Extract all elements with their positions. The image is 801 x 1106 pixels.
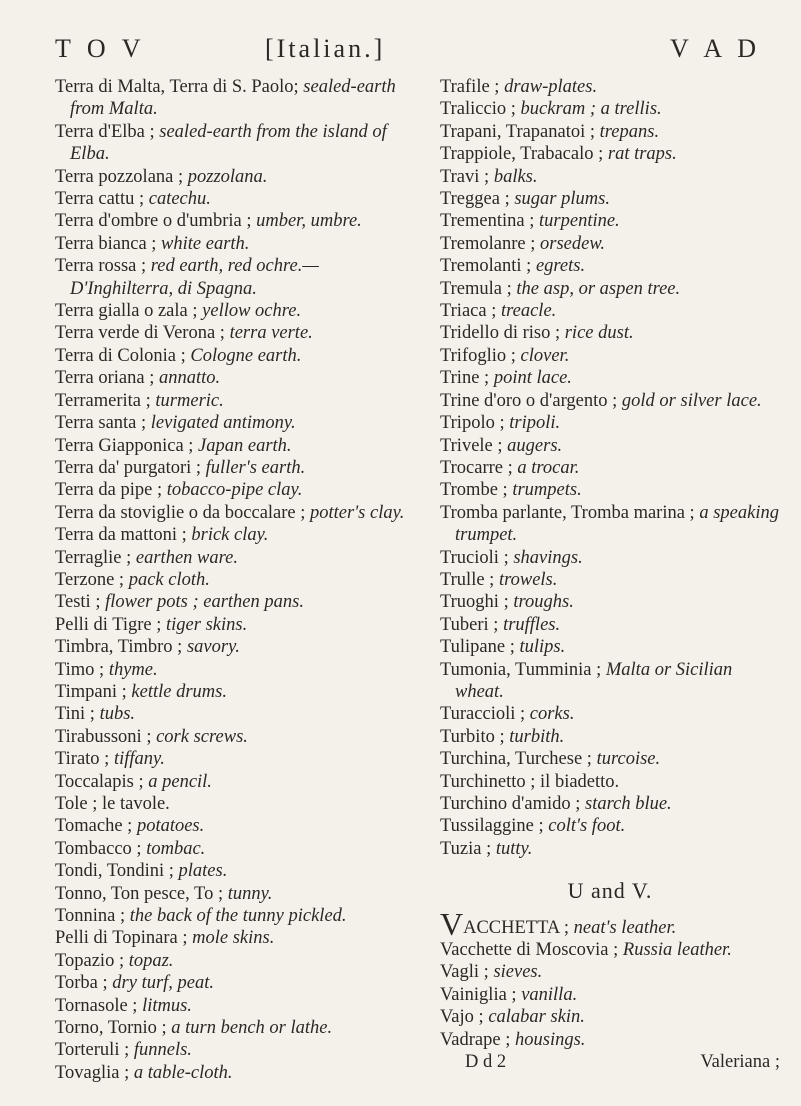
english-gloss: neat's leather. [573, 917, 677, 938]
catchword: Valeriana ; [700, 1052, 780, 1073]
english-gloss: plates. [178, 861, 228, 882]
italian-term: Torno, Tornio ; [55, 1018, 167, 1039]
italian-term: Traliccio ; [440, 99, 516, 120]
italian-term: Tomache ; [55, 816, 133, 837]
dictionary-entry [55, 166, 410, 188]
english-gloss: treacle. [500, 301, 557, 322]
italian-term: Travi ; [440, 166, 490, 187]
italian-term: Tridello di riso ; [440, 323, 561, 344]
italian-term: Turchina, Turchese ; [440, 749, 592, 770]
italian-term: Tripolo ; [440, 413, 505, 434]
drop-capital: V [440, 905, 464, 942]
italian-term: Testi ; [55, 592, 101, 613]
dictionary-entry [55, 435, 410, 457]
dictionary-entry [55, 591, 410, 613]
dictionary-entry [55, 771, 410, 793]
dictionary-entry [55, 905, 410, 927]
english-gloss: cork screws. [156, 726, 248, 747]
italian-term: Turaccioli ; [440, 704, 526, 725]
italian-term: Treggea ; [440, 189, 510, 210]
dictionary-entry [440, 815, 780, 837]
italian-term: Terra da pipe ; [55, 480, 163, 501]
dictionary-entry [440, 435, 780, 457]
signature-mark: D d 2 [465, 1052, 507, 1073]
dictionary-entry [440, 771, 780, 793]
dictionary-entry [55, 681, 410, 703]
english-gloss: gold or silver lace. [621, 390, 762, 411]
italian-term: Trocarre ; [440, 457, 513, 478]
italian-term: Trine d'oro o d'argento ; [440, 390, 618, 411]
italian-term: Terra oriana ; [55, 368, 155, 389]
dictionary-entry [55, 972, 410, 994]
english-gloss: trepans. [599, 121, 660, 142]
italian-term: Vadrape ; [440, 1029, 511, 1050]
italian-term: Terra di Malta, Terra di S. Paolo; [55, 77, 299, 97]
english-gloss: trumpets. [512, 480, 582, 501]
italian-term: Terzone ; [55, 569, 125, 590]
english-gloss: terra verte. [229, 323, 313, 344]
english-gloss: tulips. [519, 637, 566, 658]
italian-term: Terra da' purgatori ; [55, 457, 202, 478]
dictionary-entry [440, 838, 780, 860]
italian-term: Vajo ; [440, 1007, 484, 1028]
italian-term: Terraglie ; [55, 547, 132, 568]
dictionary-entry [440, 479, 780, 501]
italian-term: Trapani, Trapanatoi ; [440, 121, 596, 142]
right-entry-list [440, 76, 780, 860]
dictionary-entry [55, 927, 410, 949]
italian-term: Turbito ; [440, 726, 505, 747]
english-gloss: orsedew. [540, 233, 605, 254]
dictionary-entry [55, 726, 410, 748]
english-gloss: turpentine. [539, 211, 620, 232]
english-gloss: Malta or Sicilian wheat. [455, 659, 733, 702]
english-gloss: earthen ware. [135, 547, 238, 568]
english-gloss: turbith. [509, 726, 565, 747]
dictionary-entry [55, 233, 410, 255]
italian-term: Torteruli ; [55, 1040, 130, 1061]
italian-term: Trivele ; [440, 435, 503, 456]
english-gloss: savory. [186, 637, 240, 658]
italian-term: Tonnina ; [55, 906, 126, 927]
english-gloss: egrets. [535, 256, 586, 277]
dictionary-entry [440, 98, 780, 120]
dictionary-entry [55, 1062, 410, 1084]
italian-term: Terra santa ; [55, 413, 147, 434]
dictionary-entry [440, 367, 780, 389]
italian-term: Timo ; [55, 659, 105, 680]
italian-term: Tuzia ; [440, 838, 492, 859]
english-gloss: levigated antimony. [150, 413, 296, 434]
dictionary-entry [440, 255, 780, 277]
italian-term: Tini ; [55, 704, 95, 725]
italian-term: Trappiole, Trabacalo ; [440, 144, 604, 165]
italian-term: Tovaglia ; [55, 1062, 130, 1083]
dictionary-entry [55, 390, 410, 412]
dictionary-entry [55, 479, 410, 501]
english-gloss: a speaking trumpet. [455, 502, 779, 546]
dictionary-entry [440, 166, 780, 188]
english-gloss: vanilla. [521, 984, 578, 1005]
right-column [440, 76, 780, 1073]
dictionary-entry [440, 703, 780, 725]
english-gloss: tutty. [495, 838, 533, 859]
dictionary-entry [440, 939, 780, 961]
dictionary-entry [55, 793, 410, 815]
english-gloss: topaz. [128, 950, 174, 971]
english-gloss: rice dust. [564, 323, 634, 344]
dictionary-entry [440, 659, 780, 704]
english-gloss: potatoes. [136, 816, 205, 837]
dictionary-entry [55, 76, 410, 121]
running-header [55, 34, 761, 70]
english-gloss: yellow ochre. [202, 301, 302, 322]
italian-term: Trifoglio ; [440, 345, 516, 366]
italian-term: Trulle ; [440, 569, 495, 590]
english-gloss: a trocar. [517, 457, 580, 478]
english-gloss: flower pots ; earthen pans. [105, 592, 304, 613]
english-gloss: point lace. [493, 368, 572, 389]
english-gloss: tripoli. [509, 413, 561, 434]
dictionary-entry [55, 121, 410, 166]
english-gloss: a pencil. [148, 771, 212, 792]
dictionary-entry [55, 995, 410, 1017]
italian-term: Torba ; [55, 973, 108, 994]
dictionary-entry [440, 300, 780, 322]
dictionary-entry [440, 748, 780, 770]
italian-term: Terra d'Elba ; [55, 121, 155, 142]
v-entry-list [440, 905, 780, 1051]
dictionary-entry [55, 569, 410, 591]
dictionary-entry [55, 815, 410, 837]
italian-term: Vacchette di Moscovia ; [440, 940, 619, 961]
dictionary-entry [55, 255, 410, 300]
italian-term: Vainiglia ; [440, 984, 517, 1005]
dictionary-entry [440, 143, 780, 165]
italian-term: Truoghi ; [440, 592, 509, 613]
italian-term: Terra pozzolana ; [55, 166, 184, 187]
english-gloss: the back of the tunny pickled. [129, 906, 347, 927]
dictionary-entry [440, 961, 780, 983]
dictionary-entry [440, 278, 780, 300]
dictionary-entry [440, 322, 780, 344]
english-gloss: tobacco-pipe clay. [166, 480, 303, 501]
dictionary-entry [440, 726, 780, 748]
english-gloss: colt's foot. [548, 816, 626, 837]
italian-term: Tirato ; [55, 749, 110, 770]
english-gloss: corks. [529, 704, 575, 725]
english-gloss: tiger skins. [166, 614, 248, 635]
dictionary-entry [440, 502, 780, 547]
dictionary-entry [55, 210, 410, 232]
dictionary-entry [55, 367, 410, 389]
english-gloss: Russia leather. [622, 940, 732, 961]
italian-term: Tonno, Ton pesce, To ; [55, 883, 224, 904]
english-gloss: sealed-earth from the island of Elba. [70, 121, 387, 165]
header-center: [Italian.] [265, 34, 386, 63]
italian-term: Terramerita ; [55, 390, 151, 411]
dictionary-entry [55, 322, 410, 344]
dictionary-entry [55, 614, 410, 636]
italian-term: Trucioli ; [440, 547, 509, 568]
page-footer [440, 1051, 780, 1073]
dictionary-entry [55, 188, 410, 210]
dictionary-entry [55, 950, 410, 972]
section-heading: U and V. [567, 878, 653, 904]
italian-term: Topazio ; [55, 950, 125, 971]
english-gloss: sugar plums. [514, 189, 610, 210]
header-right: V A D [670, 34, 761, 63]
english-gloss: housings. [515, 1029, 586, 1050]
dictionary-entry [55, 300, 410, 322]
italian-term: Terra da mattoni ; [55, 525, 187, 546]
italian-term: Tulipane ; [440, 637, 515, 658]
dictionary-entry [440, 390, 780, 412]
english-gloss: fuller's earth. [205, 457, 306, 478]
italian-term: Tremolanti ; [440, 256, 532, 277]
english-gloss: a turn bench or lathe. [171, 1018, 333, 1039]
dictionary-entry [440, 121, 780, 143]
dictionary-entry [440, 1029, 780, 1051]
english-gloss: sieves. [493, 962, 543, 983]
italian-term: Pelli di Tigre ; [55, 614, 162, 635]
english-gloss: a table-cloth. [133, 1062, 233, 1083]
italian-term: ACCHETTA ; [463, 917, 570, 938]
dictionary-entry [440, 457, 780, 479]
dictionary-entry [55, 502, 410, 524]
english-gloss: litmus. [142, 995, 192, 1016]
english-gloss: rat traps. [607, 144, 677, 165]
italian-term: Trafile ; [440, 77, 500, 97]
italian-term: Toccalapis ; [55, 771, 144, 792]
english-gloss: tiffany. [113, 749, 165, 770]
italian-term: Tornasole ; [55, 995, 138, 1016]
dictionary-entry [440, 636, 780, 658]
dictionary-entry [440, 1006, 780, 1028]
italian-term: Pelli di Topinara ; [55, 928, 188, 949]
italian-term: Terra verde di Verona ; [55, 323, 225, 344]
english-gloss: calabar skin. [488, 1007, 585, 1028]
italian-term: Tirabussoni ; [55, 726, 152, 747]
english-gloss: balks. [493, 166, 538, 187]
english-gloss: white earth. [161, 233, 250, 254]
italian-term: Tumonia, Tumminia ; [440, 659, 602, 680]
dictionary-entry [440, 614, 780, 636]
english-gloss: dry turf, peat. [112, 973, 215, 994]
italian-term: Timbra, Timbro ; [55, 637, 183, 658]
english-gloss: sealed-earth from Malta. [70, 77, 396, 120]
dictionary-entry [55, 412, 410, 434]
english-gloss: Japan earth. [198, 435, 292, 456]
english-gloss: brick clay. [191, 525, 269, 546]
dictionary-entry [55, 1039, 410, 1061]
dictionary-entry [55, 838, 410, 860]
italian-term: Tuberi ; [440, 614, 499, 635]
english-gloss: the asp, or aspen tree. [516, 278, 681, 299]
english-gloss: starch blue. [585, 794, 672, 814]
dictionary-entry [440, 345, 780, 367]
english-gloss: pozzolana. [187, 166, 268, 187]
italian-term: Terra di Colonia ; [55, 345, 186, 366]
dictionary-entry [440, 905, 780, 942]
dictionary-entry [55, 636, 410, 658]
english-gloss: augers. [507, 435, 563, 456]
english-gloss: draw-plates. [504, 77, 598, 97]
english-gloss: shavings. [513, 547, 583, 568]
dictionary-entry [440, 591, 780, 613]
italian-term: Turchino d'amido ; [440, 794, 581, 814]
dictionary-entry [440, 793, 780, 815]
english-gloss: troughs. [513, 592, 574, 613]
english-gloss: thyme. [108, 659, 158, 680]
english-gloss: catechu. [148, 189, 211, 210]
italian-term: Vagli ; [440, 962, 489, 983]
english-gloss: mole skins. [192, 928, 275, 949]
italian-term: Timpani ; [55, 681, 127, 702]
dictionary-entry [440, 210, 780, 232]
italian-term: Terra da stoviglie o da boccalare ; [55, 502, 306, 523]
english-gloss: umber, umbre. [256, 211, 362, 232]
italian-term: Trombe ; [440, 480, 508, 501]
dictionary-entry [55, 524, 410, 546]
italian-term: Terra rossa ; [55, 256, 147, 277]
dictionary-entry [55, 345, 410, 367]
italian-term: Terra cattu ; [55, 189, 145, 210]
dictionary-entry [55, 1017, 410, 1039]
english-gloss: tubs. [99, 704, 136, 725]
english-gloss: tombac. [146, 838, 206, 859]
italian-term: Tombacco ; [55, 838, 142, 859]
left-column [55, 76, 410, 1084]
english-gloss: turcoise. [596, 749, 661, 770]
italian-term: Triaca ; [440, 301, 497, 322]
italian-term: Terra gialla o zala ; [55, 301, 198, 322]
dictionary-entry [440, 233, 780, 255]
dictionary-entry [55, 457, 410, 479]
dictionary-entry [440, 569, 780, 591]
dictionary-entry [440, 547, 780, 569]
italian-term: Tremolanre ; [440, 233, 536, 254]
dictionary-entry [440, 412, 780, 434]
italian-term: Tromba parlante, Tromba marina ; [440, 502, 695, 523]
english-gloss: Cologne earth. [190, 345, 302, 366]
italian-term: Trementina ; [440, 211, 535, 232]
english-gloss: kettle drums. [131, 681, 227, 702]
english-gloss: funnels. [133, 1040, 192, 1061]
english-gloss: truffles. [503, 614, 561, 635]
italian-term: Tussilaggine ; [440, 816, 544, 837]
english-gloss: turmeric. [155, 390, 224, 411]
italian-term: Tole ; le tavole. [55, 794, 170, 814]
header-left: T O V [55, 34, 146, 63]
dictionary-entry [440, 188, 780, 210]
english-gloss: red earth, red ochre.— D'Inghilterra, di Spagna. [70, 256, 319, 299]
dictionary-entry [440, 76, 780, 98]
dictionary-entry [55, 748, 410, 770]
dictionary-entry [55, 860, 410, 882]
dictionary-entry [55, 703, 410, 725]
italian-term: Turchinetto ; il biadetto. [440, 771, 620, 792]
italian-term: Terra d'ombre o d'umbria ; [55, 211, 252, 232]
dictionary-entry [55, 547, 410, 569]
italian-term: Trine ; [440, 368, 490, 389]
english-gloss: clover. [520, 345, 570, 366]
english-gloss: pack cloth. [128, 569, 210, 590]
dictionary-entry [55, 883, 410, 905]
english-gloss: tunny. [227, 883, 273, 904]
dictionary-entry [440, 984, 780, 1006]
italian-term: Terra Giapponica ; [55, 435, 194, 456]
english-gloss: potter's clay. [310, 502, 405, 523]
english-gloss: annatto. [159, 368, 221, 389]
english-gloss: buckram ; a trellis. [520, 99, 662, 120]
italian-term: Tremula ; [440, 278, 512, 299]
italian-term: Tondi, Tondini ; [55, 861, 174, 882]
italian-term: Terra bianca ; [55, 233, 157, 254]
english-gloss: trowels. [498, 569, 558, 590]
dictionary-entry [55, 659, 410, 681]
